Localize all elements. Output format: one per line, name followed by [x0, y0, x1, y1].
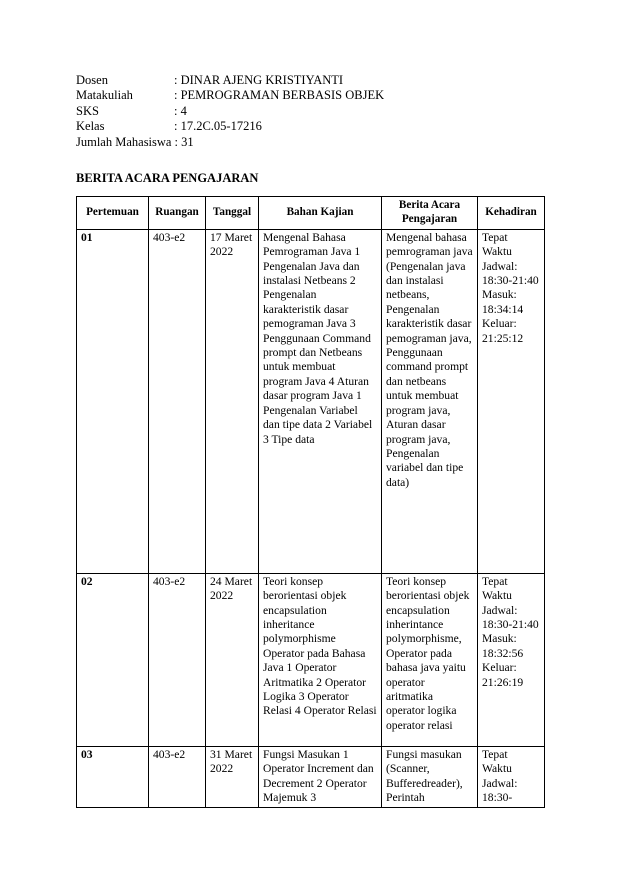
cell-tanggal: 17 Maret 2022 — [206, 229, 259, 573]
info-row-jumlah-mahasiswa — [76, 135, 384, 150]
info-value: : 31 — [174, 134, 194, 149]
header-ruangan: Ruangan — [149, 197, 206, 230]
table-row — [77, 229, 545, 573]
cell-pertemuan: 01 — [77, 229, 149, 573]
info-row-sks — [76, 104, 384, 119]
info-label: Kelas — [76, 119, 105, 134]
table-row — [77, 573, 545, 746]
cell-berita-acara: Teori konsep berorientasi objek encapsulation inherintance polymorphisme, Operator pada bahasa java yaitu operator aritmatika operator logika operator relasi — [382, 573, 478, 746]
info-value: : 17.2C.05-17216 — [174, 119, 262, 134]
cell-bahan-kajian: Teori konsep berorientasi objek encapsulation inheritance polymorphisme Operator pada Bahasa Java 1 Operator Aritmatika 2 Operator Logika 3 Operator Relasi 4 Operator Relasi — [259, 573, 382, 746]
cell-tanggal: 31 Maret 2022 — [206, 746, 259, 808]
cell-ruangan: 403-e2 — [149, 573, 206, 746]
berita-acara-table — [76, 196, 545, 808]
header-kehadiran: Kehadiran — [478, 197, 545, 230]
cell-ruangan: 403-e2 — [149, 229, 206, 573]
cell-berita-acara: Fungsi masukan (Scanner, Bufferedreader), Perintah — [382, 746, 478, 808]
info-value: : DINAR AJENG KRISTIYANTI — [174, 73, 344, 87]
info-row-kelas — [76, 119, 384, 134]
header-berita-acara: Berita Acara Pengajaran — [382, 197, 478, 230]
cell-berita-acara: Mengenal bahasa pemrograman java (Pengenalan java dan instalasi netbeans, Pengenalan karakteristik dasar pemograman java, Penggunaan command prompt dan netbeans untuk membuat program java, Aturan dasar program java, Pengenalan variabel dan tipe data) — [382, 229, 478, 573]
info-value: : PEMROGRAMAN BERBASIS OBJEK — [174, 88, 385, 103]
course-info — [76, 73, 384, 150]
info-label: Jumlah Mahasiswa — [76, 134, 172, 149]
cell-kehadiran: Tepat Waktu Jadwal: 18:30-21:40 Masuk: 18:34:14 Keluar: 21:25:12 — [478, 229, 545, 573]
info-row-dosen — [76, 73, 384, 88]
header-tanggal: Tanggal — [206, 197, 259, 230]
cell-tanggal: 24 Maret 2022 — [206, 573, 259, 746]
cell-pertemuan: 02 — [77, 573, 149, 746]
cell-pertemuan: 03 — [77, 746, 149, 808]
cell-bahan-kajian: Fungsi Masukan 1 Operator Increment dan Decrement 2 Operator Majemuk 3 — [259, 746, 382, 808]
section-title: BERITA ACARA PENGAJARAN — [76, 171, 259, 185]
info-label: SKS — [76, 103, 99, 118]
cell-kehadiran: Tepat Waktu Jadwal: 18:30- — [478, 746, 545, 808]
info-value: : 4 — [174, 103, 187, 118]
cell-bahan-kajian: Mengenal Bahasa Pemrograman Java 1 Pengenalan Java dan instalasi Netbeans 2 Pengenalan karakteristik dasar pemograman Java 3 Penggunaan Command prompt dan Netbeans untuk membuat program Java 4 Aturan dasar program Java 1 Pengenalan Variabel dan tipe data 2 Variabel 3 Tipe data — [259, 229, 382, 573]
header-bahan-kajian: Bahan Kajian — [259, 197, 382, 230]
info-label: Dosen — [76, 73, 108, 87]
table-row — [77, 746, 545, 808]
info-label: Matakuliah — [76, 88, 133, 103]
table-header-row — [77, 197, 545, 230]
cell-ruangan: 403-e2 — [149, 746, 206, 808]
header-pertemuan: Pertemuan — [77, 197, 149, 230]
cell-kehadiran: Tepat Waktu Jadwal: 18:30-21:40 Masuk: 18:32:56 Keluar: 21:26:19 — [478, 573, 545, 746]
info-row-matakuliah — [76, 88, 384, 103]
